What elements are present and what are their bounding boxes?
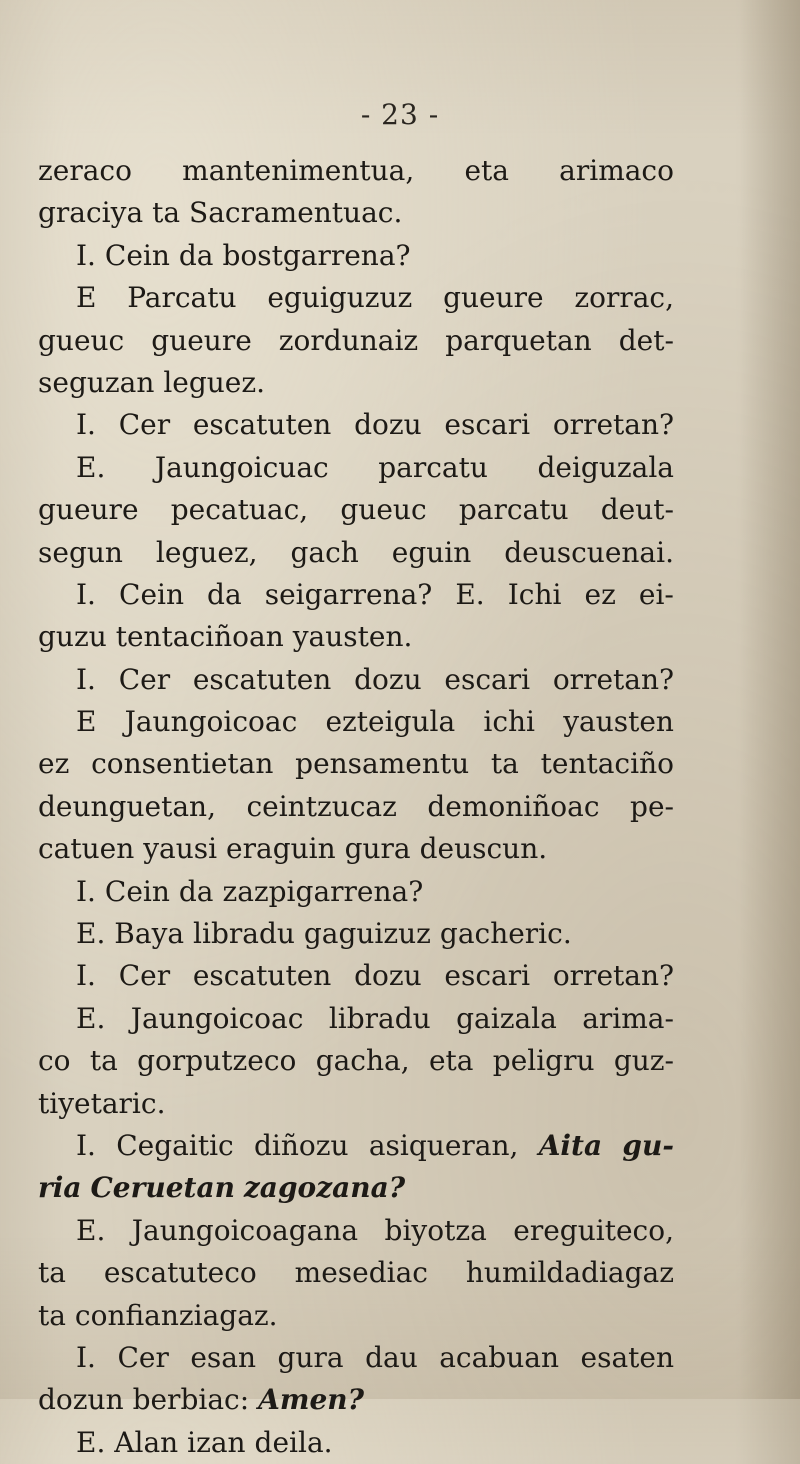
word: gaguizuz	[303, 917, 431, 951]
word: da	[178, 874, 214, 908]
word: tentaciñoan	[115, 620, 284, 654]
text-line	[38, 743, 674, 785]
word: graciya	[38, 196, 144, 230]
word: seguzan	[38, 365, 155, 399]
word: peligru	[492, 1044, 595, 1078]
text-line	[38, 150, 674, 192]
word: Cegaitic	[116, 1128, 234, 1162]
italic-word: Amen?	[258, 1383, 365, 1417]
text-line	[38, 532, 674, 574]
word: E	[76, 281, 97, 315]
word: det-	[618, 323, 674, 357]
word: gach	[290, 535, 359, 569]
word: I.	[76, 1128, 96, 1162]
text-line	[38, 1379, 674, 1421]
word: zordunaiz	[278, 323, 419, 357]
text-line	[38, 1040, 674, 1082]
word: escari	[444, 408, 531, 442]
word: ta	[152, 196, 181, 230]
word: dozu	[354, 408, 422, 442]
word: pe-	[630, 789, 674, 823]
word: ezteigula	[325, 705, 456, 739]
word: mesediac	[294, 1256, 428, 1290]
word: orretan?	[552, 408, 674, 442]
word: Baya	[114, 917, 185, 951]
word: Cer	[118, 959, 171, 993]
word: orretan?	[552, 959, 674, 993]
word: mantenimentua,	[182, 154, 415, 187]
word: eta	[464, 154, 509, 187]
word: gueuc	[340, 493, 427, 527]
word: catuen	[38, 832, 135, 866]
word: gacheric.	[439, 917, 572, 951]
word: berbiac:	[132, 1383, 250, 1417]
word: ichi	[483, 705, 535, 739]
word: tiyetaric.	[38, 1086, 166, 1120]
italic-word: zagozana?	[243, 1171, 406, 1205]
word: deuscuenai.	[504, 535, 674, 569]
word: segun	[38, 535, 123, 569]
word: guzu	[38, 620, 107, 654]
word: bostgarrena?	[222, 238, 411, 272]
word: ez	[584, 577, 616, 611]
word: E.	[76, 917, 106, 951]
text-line	[38, 404, 674, 446]
word: E.	[76, 1001, 106, 1035]
word: eraguin	[226, 832, 336, 866]
word: I.	[76, 662, 96, 696]
word: Cein	[119, 577, 184, 611]
word: E.	[76, 1213, 106, 1247]
word: esaten	[580, 1340, 674, 1374]
word: I.	[76, 1340, 96, 1374]
word: dozun	[38, 1383, 124, 1417]
word: leguez,	[155, 535, 258, 569]
italic-word: Ceruetan	[90, 1171, 235, 1205]
word: ez	[38, 747, 70, 781]
text-line	[38, 235, 674, 277]
text-line	[38, 828, 674, 870]
word: gueuc	[38, 323, 125, 357]
word: parcatu	[458, 493, 569, 527]
text-line	[38, 871, 674, 913]
text-line	[38, 701, 674, 743]
word: Cein	[104, 238, 170, 272]
word: eta	[428, 1044, 474, 1078]
word: gueure	[443, 281, 544, 315]
word: Jaungoicoagana	[131, 1213, 359, 1247]
word: dozu	[354, 662, 422, 696]
page-number: - 23 -	[360, 98, 440, 131]
word: Cer	[118, 408, 171, 442]
word: esan	[190, 1340, 257, 1374]
text-line	[38, 913, 674, 955]
text-line	[38, 616, 674, 658]
word: demoniñoac	[427, 789, 600, 823]
word: I.	[76, 959, 96, 993]
text-line	[38, 1083, 674, 1125]
word: gacha,	[315, 1044, 410, 1078]
word: zazpigarrena?	[222, 874, 424, 908]
word: biyotza	[384, 1213, 487, 1247]
word: Cer	[118, 662, 171, 696]
text-line	[38, 786, 674, 828]
word: seigarrena?	[264, 577, 433, 611]
word: zeraco	[38, 154, 132, 187]
word: gorputzeco	[137, 1044, 297, 1078]
word: escatuten	[192, 662, 332, 696]
text-line	[38, 362, 674, 404]
text-line	[38, 574, 674, 616]
text-line	[38, 1422, 674, 1464]
word: libradu	[193, 917, 295, 951]
word: yausten	[563, 705, 674, 739]
word: gura	[277, 1340, 344, 1374]
word: consentietan	[91, 747, 274, 781]
word: deila.	[254, 1425, 333, 1459]
word: eguiguzuz	[267, 281, 413, 315]
word: escatuten	[192, 959, 332, 993]
word: humildadiagaz	[465, 1256, 674, 1290]
word: deiguzala	[537, 450, 674, 484]
word: parquetan	[445, 323, 592, 357]
word: leguez.	[163, 365, 266, 399]
word: E.	[76, 1425, 106, 1459]
word: parcatu	[378, 450, 488, 484]
word: ta	[38, 1298, 66, 1332]
text-line	[38, 1295, 674, 1337]
word: zorrac,	[574, 281, 674, 315]
word: pecatuac,	[170, 493, 309, 527]
word: confianziagaz.	[74, 1298, 278, 1332]
word: izan	[187, 1425, 246, 1459]
text-line	[38, 1167, 674, 1209]
word: ta	[89, 1044, 118, 1078]
word: Ichi	[507, 577, 562, 611]
word: deuscun.	[419, 832, 548, 866]
word: gueure	[151, 323, 252, 357]
word: deut-	[600, 493, 674, 527]
italic-word: ria	[38, 1171, 82, 1205]
word: E.	[76, 450, 106, 484]
word: deunguetan,	[38, 789, 216, 823]
word: dozu	[354, 959, 422, 993]
text-line	[38, 277, 674, 319]
word: Alan	[114, 1425, 179, 1459]
word: Jaungoicoac	[124, 705, 298, 739]
text-line	[38, 447, 674, 489]
word: eguin	[391, 535, 472, 569]
word: Jaungoicoac	[130, 1001, 304, 1035]
word: da	[178, 238, 214, 272]
text-line	[38, 320, 674, 362]
word: I.	[76, 874, 96, 908]
word: Jaungoicuac	[154, 450, 329, 484]
word: Sacramentuac.	[189, 196, 403, 230]
word: ta	[490, 747, 519, 781]
word: asiqueran,	[368, 1128, 519, 1162]
word: ereguiteco,	[513, 1213, 674, 1247]
word: escatuten	[192, 408, 332, 442]
italic-word: gu-	[622, 1128, 674, 1162]
word: Cein	[104, 874, 170, 908]
text-line	[38, 1125, 674, 1167]
word: arima-	[582, 1001, 674, 1035]
word: guz-	[613, 1044, 674, 1078]
word: I.	[76, 238, 96, 272]
word: orretan?	[552, 662, 674, 696]
text-line	[38, 1337, 674, 1379]
word: yausten.	[292, 620, 413, 654]
word: ceintzucaz	[246, 789, 397, 823]
word: E.	[455, 577, 485, 611]
word: Cer	[117, 1340, 169, 1374]
page-edge-shadow	[740, 0, 800, 1399]
italic-word: Aita	[538, 1128, 603, 1162]
text-line	[38, 955, 674, 997]
word: dau	[365, 1340, 418, 1374]
word: Parcatu	[127, 281, 237, 315]
word: tentaciño	[540, 747, 674, 781]
word: libradu	[328, 1001, 431, 1035]
word: escatuteco	[103, 1256, 257, 1290]
word: co	[38, 1044, 71, 1078]
text-line	[38, 192, 674, 234]
word: arimaco	[559, 154, 674, 187]
text-line	[38, 1252, 674, 1294]
word: acabuan	[439, 1340, 559, 1374]
text-line	[38, 998, 674, 1040]
word: gaizala	[456, 1001, 557, 1035]
word: ta	[38, 1256, 66, 1290]
word: I.	[76, 408, 96, 442]
word: E	[76, 705, 97, 739]
word: da	[207, 577, 242, 611]
word: I.	[76, 577, 96, 611]
word: ei-	[638, 577, 674, 611]
word: diñozu	[254, 1128, 349, 1162]
word: gura	[344, 832, 411, 866]
text-line	[38, 1210, 674, 1252]
word: gueure	[38, 493, 139, 527]
text-line	[38, 489, 674, 531]
text-line	[38, 659, 674, 701]
word: pensamentu	[295, 747, 470, 781]
word: escari	[444, 959, 531, 993]
word: escari	[444, 662, 531, 696]
word: yausi	[143, 832, 218, 866]
body-text	[38, 150, 674, 1464]
